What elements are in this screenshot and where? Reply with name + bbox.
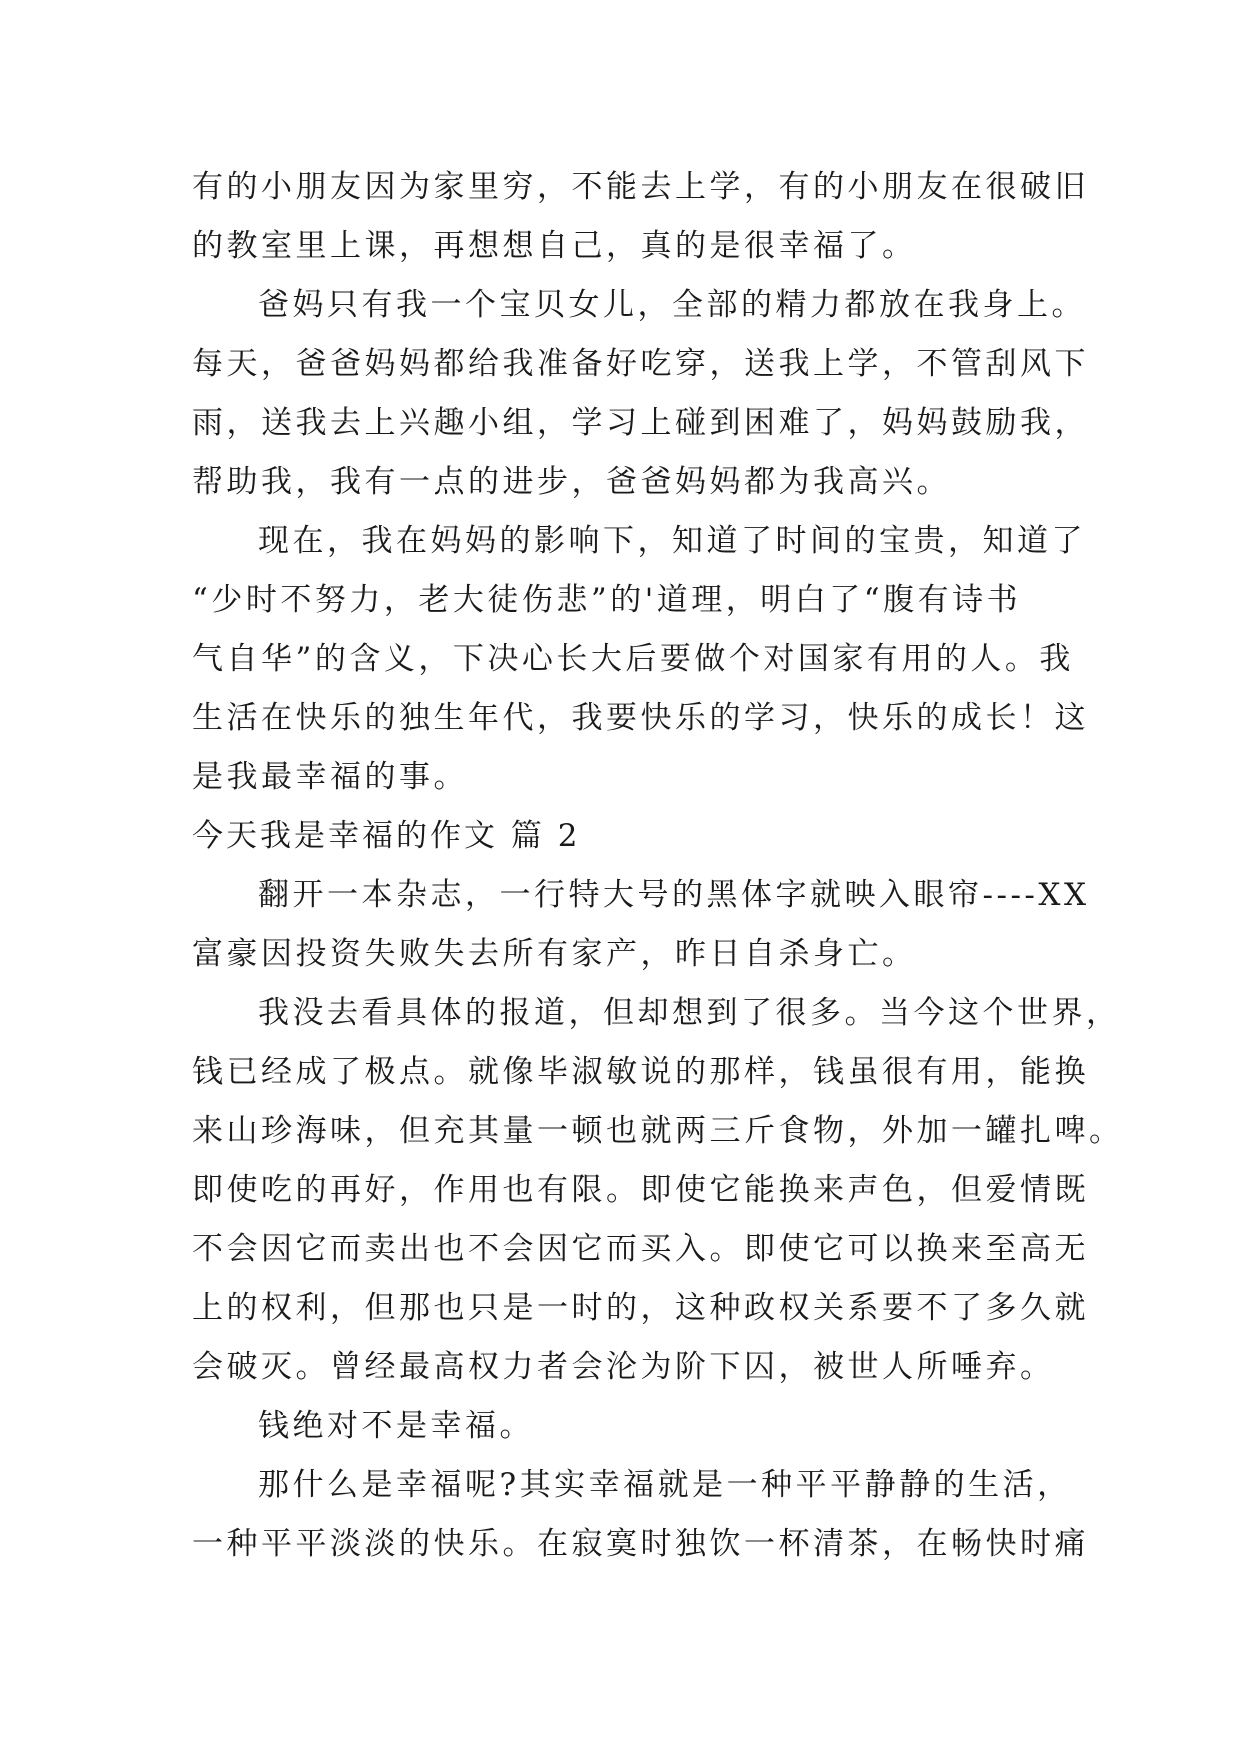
text-line: 来山珍海味，但充其量一顿也就两三斤食物，外加一罐扎啤。 (192, 1113, 1124, 1149)
paragraph-start: 钱绝对不是幸福。 (258, 1408, 534, 1444)
paragraph-start: 爸妈只有我一个宝贝女儿，全部的精力都放在我身上。 (258, 287, 1086, 323)
paragraph-start: 翻开一本杂志，一行特大号的黑体字就映入眼帘----XX (258, 877, 1090, 913)
text-line: 气自华”的含义，下决心长大后要做个对国家有用的人。我 (192, 641, 1074, 677)
text-line: 上的权利，但那也只是一时的，这种政权关系要不了多久就 (192, 1290, 1089, 1326)
text-line: 每天，爸爸妈妈都给我准备好吃穿，送我上学，不管刮风下 (192, 346, 1089, 382)
paragraph-start: 我没去看具体的报道，但却想到了很多。当今这个世界， (258, 995, 1121, 1031)
text-line: 即使吃的再好，作用也有限。即使它能换来声色，但爱情既 (192, 1172, 1089, 1208)
text-line: 的教室里上课，再想想自己，真的是很幸福了。 (192, 228, 917, 264)
text-line: 有的小朋友因为家里穷，不能去上学，有的小朋友在很破旧 (192, 169, 1089, 205)
text-line: 帮助我，我有一点的进步，爸爸妈妈都为我高兴。 (192, 464, 951, 500)
text-line: 雨，送我去上兴趣小组，学习上碰到困难了，妈妈鼓励我， (192, 405, 1089, 441)
paragraph-start: 那什么是幸福呢?其实幸福就是一种平平静静的生活， (258, 1467, 1072, 1503)
text-line: 不会因它而卖出也不会因它而买入。即使它可以换来至高无 (192, 1231, 1089, 1267)
text-line: 富豪因投资失败失去所有家产，昨日自杀身亡。 (192, 936, 917, 972)
text-line: “少时不努力，老大徒伤悲”的'道理，明白了“腹有诗书 (192, 582, 1022, 618)
text-line: 钱已经成了极点。就像毕淑敏说的那样，钱虽很有用，能换 (192, 1054, 1089, 1090)
text-line: 是我最幸福的事。 (192, 759, 468, 795)
paragraph-start: 现在，我在妈妈的影响下，知道了时间的宝贵，知道了 (258, 523, 1086, 559)
text-line: 会破灭。曾经最高权力者会沦为阶下囚，被世人所唾弃。 (192, 1349, 1055, 1385)
text-line: 一种平平淡淡的快乐。在寂寞时独饮一杯清茶，在畅快时痛 (192, 1526, 1089, 1562)
section-heading: 今天我是幸福的作文 篇 2 (192, 818, 581, 854)
text-line: 生活在快乐的独生年代，我要快乐的学习，快乐的成长！这 (192, 700, 1089, 736)
essay-body (192, 158, 1124, 1574)
